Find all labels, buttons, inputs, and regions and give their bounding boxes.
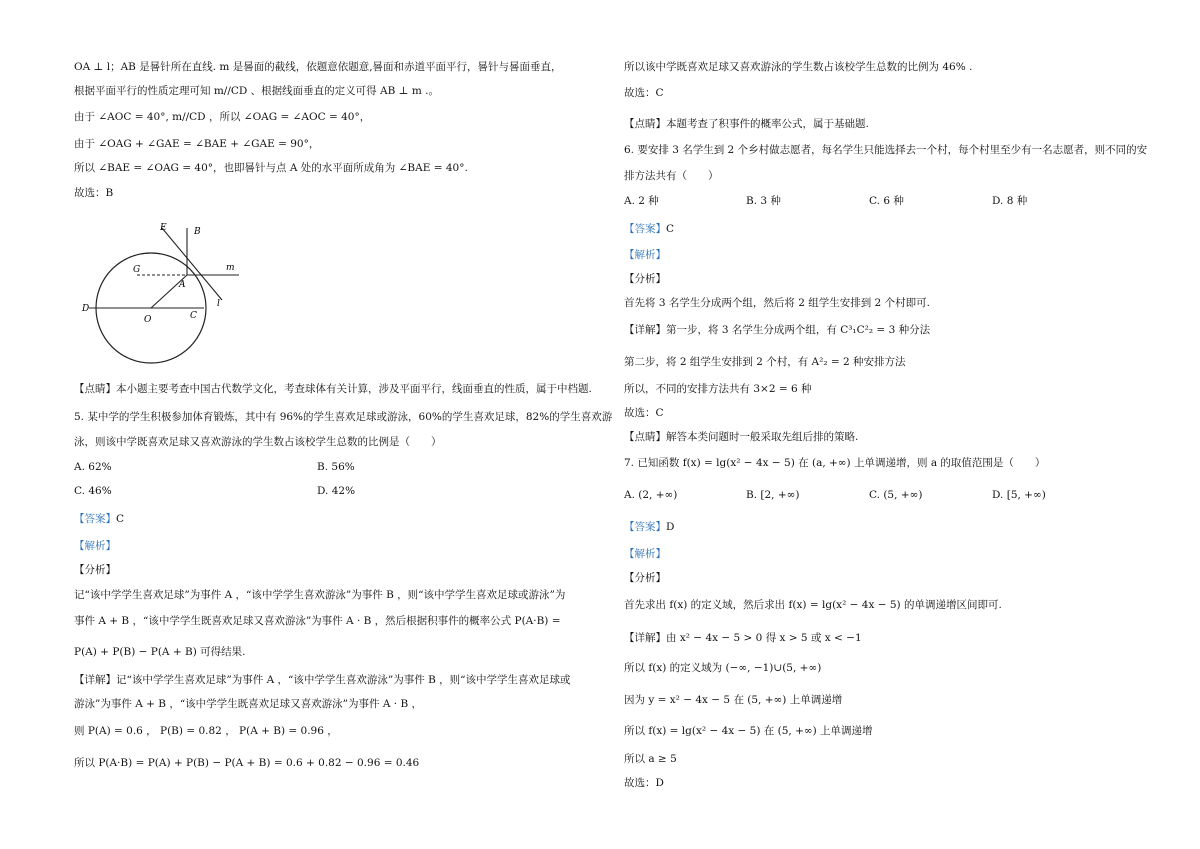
text-line: 所以 f(x) = lg(x² − 4x − 5) 在 (5, +∞) 上单调递增	[624, 725, 873, 737]
answer-value: C	[116, 513, 125, 525]
label-d: D	[82, 304, 90, 314]
text-line: 根据平面平行的性质定理可知 m//CD 、根据线面垂直的定义可得 AB ⊥ m .。	[74, 85, 439, 97]
text-line: 记“该中学学生喜欢足球”为事件 A ，“该中学学生喜欢游泳”为事件 B ，则“该中学学生喜欢足球或游泳”为	[74, 589, 566, 601]
text-line: 第二步，将 2 组学生安排到 2 个村，有 A²₂ = 2 种安排方法	[624, 356, 906, 368]
question-5-line1: 5. 某中学的学生积极参加体育锻炼，其中有 96%的学生喜欢足球或游泳，60%的学生喜欢足球，82%的学生喜欢游	[74, 411, 613, 423]
option-b: B. 3 种	[746, 195, 781, 207]
label-o: O	[144, 315, 152, 325]
option-a: A. 2 种	[624, 195, 659, 207]
jiexi-tag: 【解析】	[74, 540, 116, 552]
text-line: 所以 f(x) 的定义域为 (−∞, −1)∪(5, +∞)	[624, 662, 822, 674]
comment-line: 【点睛】本小题主要考查中国古代数学文化，考查球体有关计算，涉及平面平行，线面垂直的性质，属于中档题.	[74, 383, 592, 395]
option-a: A. (2, +∞)	[624, 489, 678, 501]
label-c: C	[190, 311, 197, 321]
text-line: 由于 ∠AOC = 40°, m//CD ，所以 ∠OAG = ∠AOC = 40°，	[74, 111, 371, 123]
jiexi-tag: 【解析】	[624, 548, 666, 560]
fenxi-tag: 【分析】	[74, 564, 116, 576]
answer-value: D	[666, 521, 675, 533]
answer-value: C	[666, 223, 675, 235]
text-line: 由于 ∠OAG + ∠GAE = ∠BAE + ∠GAE = 90°，	[74, 138, 320, 150]
question-6-line2: 排方法共有（ ）	[624, 170, 719, 182]
text-line: 所以 P(A·B) = P(A) + P(B) − P(A + B) = 0.6 + 0.82 − 0.96 = 0.46	[74, 757, 420, 769]
fenxi-tag: 【分析】	[624, 572, 666, 584]
option-c: C. 46%	[74, 485, 112, 497]
label-e: E	[160, 223, 167, 233]
comment-line: 【点睛】解答本类问题时一般采取先组后排的策略.	[624, 431, 859, 443]
option-b: B. 56%	[317, 461, 355, 473]
text-line: 所以，不同的安排方法共有 3×2 = 6 种	[624, 383, 812, 395]
comment-line: 【点睛】本题考查了积事件的概率公式，属于基础题.	[624, 118, 869, 130]
answer-line	[74, 512, 124, 526]
sundial-geometry-figure	[74, 216, 274, 368]
option-d: D. [5, +∞)	[992, 489, 1046, 501]
option-c: C. (5, +∞)	[869, 489, 923, 501]
label-m: m	[226, 263, 235, 273]
text-line: 故选：D	[624, 777, 664, 789]
text-line: 所以 a ≥ 5	[624, 753, 677, 765]
text-line: 故选：C	[624, 87, 664, 99]
answer-line	[624, 222, 674, 236]
text-line: OA ⊥ l；AB 是晷针所在直线. m 是晷面的截线，依题意依题意,晷面和赤道平面平行，晷针与晷面垂直，	[74, 61, 562, 73]
text-line: 故选：C	[624, 407, 664, 419]
option-d: D. 42%	[317, 485, 356, 497]
text-line: 故选：B	[74, 187, 114, 199]
text-line: 【详解】记“该中学学生喜欢足球”为事件 A ，“该中学学生喜欢游泳”为事件 B ，则“该中学学生喜欢足球或	[74, 674, 571, 686]
text-line: 所以该中学既喜欢足球又喜欢游泳的学生数占该校学生总数的比例为 46% .	[624, 61, 973, 73]
label-a: A	[179, 280, 186, 290]
answer-line	[624, 520, 674, 534]
text-line: 首先将 3 名学生分成两个组，然后将 2 组学生安排到 2 个村即可.	[624, 297, 930, 309]
answer-tag: 【答案】	[624, 223, 666, 235]
label-b: B	[194, 227, 201, 237]
option-a: A. 62%	[74, 461, 112, 473]
text-line: 【详解】由 x² − 4x − 5 > 0 得 x > 5 或 x < −1	[624, 632, 862, 644]
question-5-line2: 泳，则该中学既喜欢足球又喜欢游泳的学生数占该校学生总数的比例是（ ）	[74, 436, 442, 448]
question-7: 7. 已知函数 f(x) = lg(x² − 4x − 5) 在 (a, +∞) 上单调递增，则 a 的取值范围是（ ）	[624, 457, 1046, 469]
option-c: C. 6 种	[869, 195, 904, 207]
text-line: 首先求出 f(x) 的定义域，然后求出 f(x) = lg(x² − 4x − 5) 的单调递增区间即可.	[624, 599, 1002, 611]
text-line: 事件 A + B ，“该中学学生既喜欢足球又喜欢游泳”为事件 A · B ，然后根据积事件的概率公式 P(A·B) =	[74, 615, 561, 627]
question-6-line1: 6. 要安排 3 名学生到 2 个乡村做志愿者，每名学生只能选择去一个村，每个村里至少有一名志愿者，则不同的安	[624, 144, 1148, 156]
text-line: 则 P(A) = 0.6 ， P(B) = 0.82 ， P(A + B) = 0.96 ，	[74, 725, 338, 737]
text-line: 因为 y = x² − 4x − 5 在 (5, +∞) 上单调递增	[624, 694, 843, 706]
label-g: G	[133, 265, 141, 275]
text-line: 【详解】第一步，将 3 名学生分成两个组，有 C³₁C²₂ = 3 种分法	[624, 324, 931, 336]
fenxi-tag: 【分析】	[624, 273, 666, 285]
answer-tag: 【答案】	[624, 521, 666, 533]
label-l: l	[217, 299, 220, 309]
option-b: B. [2, +∞)	[746, 489, 800, 501]
option-d: D. 8 种	[992, 195, 1028, 207]
text-line: P(A) + P(B) − P(A + B) 可得结果.	[74, 646, 246, 658]
answer-tag: 【答案】	[74, 513, 116, 525]
jiexi-tag: 【解析】	[624, 249, 666, 261]
text-line: 游泳”为事件 A + B ，“该中学学生既喜欢足球又喜欢游泳”为事件 A · B ，	[74, 698, 423, 710]
text-line: 所以 ∠BAE = ∠OAG = 40°，也即晷针与点 A 处的水平面所成角为 ∠BAE = 40°.	[74, 162, 468, 174]
